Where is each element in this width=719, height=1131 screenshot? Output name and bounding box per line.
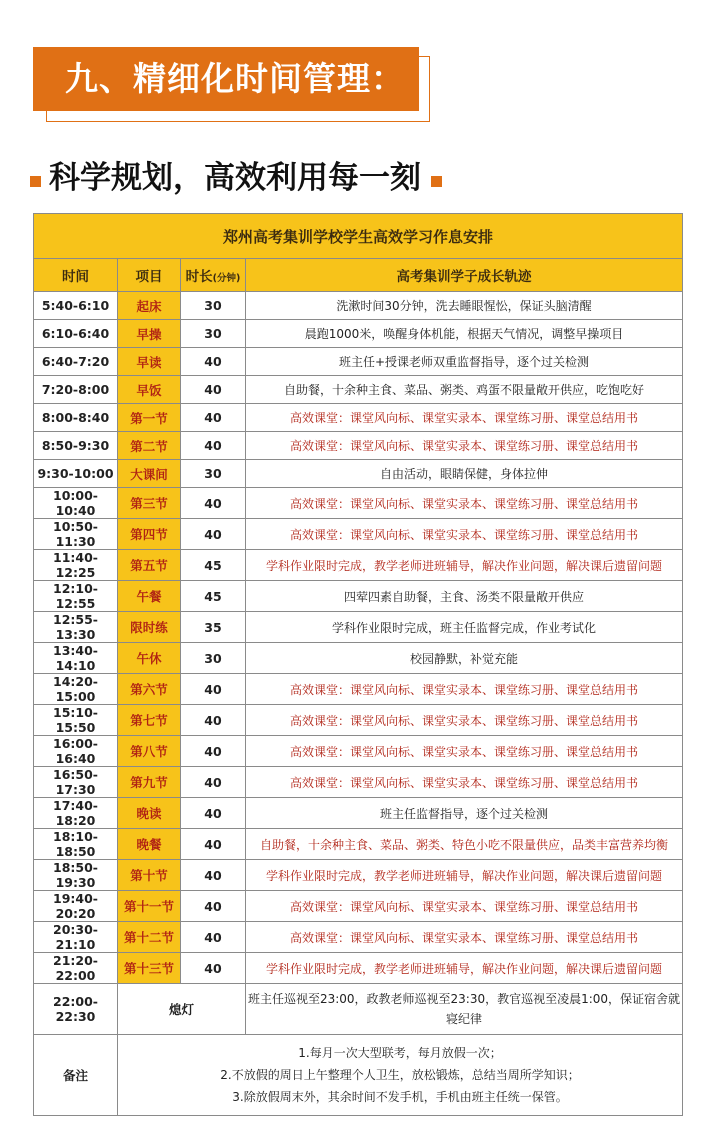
table-row bbox=[34, 798, 683, 829]
row-time: 6:40-7:20 bbox=[34, 348, 118, 376]
row-description: 高效课堂：课堂风向标、课堂实录本、课堂练习册、课堂总结用书 bbox=[246, 736, 683, 767]
table-row bbox=[34, 550, 683, 581]
note-line: 1.每月一次大型联考，每月放假一次； bbox=[298, 1046, 502, 1060]
row-item: 第十三节 bbox=[118, 953, 181, 984]
row-duration: 40 bbox=[181, 404, 246, 432]
row-description: 班主任巡视至23:00，政教老师巡视至23:30，教官巡视至凌晨1:00，保证宿舍就寝纪律 bbox=[246, 984, 683, 1035]
table-row-lights-out bbox=[34, 984, 683, 1035]
row-description: 班主任监督指导，逐个过关检测 bbox=[246, 798, 683, 829]
note-line: 2.不放假的周日上午整理个人卫生，放松锻炼，总结当周所学知识； bbox=[220, 1068, 580, 1082]
header-duration bbox=[181, 259, 246, 292]
row-description: 高效课堂：课堂风向标、课堂实录本、课堂练习册、课堂总结用书 bbox=[246, 922, 683, 953]
row-duration: 40 bbox=[181, 798, 246, 829]
row-item: 限时练 bbox=[118, 612, 181, 643]
table-header-row bbox=[34, 259, 683, 292]
row-time: 22:00-22:30 bbox=[34, 984, 118, 1035]
row-item: 第七节 bbox=[118, 705, 181, 736]
row-item: 第十节 bbox=[118, 860, 181, 891]
row-description: 高效课堂：课堂风向标、课堂实录本、课堂练习册、课堂总结用书 bbox=[246, 891, 683, 922]
row-description: 学科作业限时完成，班主任监督完成，作业考试化 bbox=[246, 612, 683, 643]
table-row bbox=[34, 376, 683, 404]
subtitle bbox=[30, 148, 442, 200]
square-bullet-icon bbox=[30, 176, 41, 187]
row-duration: 30 bbox=[181, 292, 246, 320]
header-duration-label: 时长 bbox=[185, 269, 213, 285]
row-duration: 30 bbox=[181, 460, 246, 488]
row-time: 10:50-11:30 bbox=[34, 519, 118, 550]
row-item: 第九节 bbox=[118, 767, 181, 798]
row-duration: 40 bbox=[181, 860, 246, 891]
row-time: 12:55-13:30 bbox=[34, 612, 118, 643]
row-item: 第八节 bbox=[118, 736, 181, 767]
row-description: 洗漱时间30分钟，洗去睡眼惺忪，保证头脑清醒 bbox=[246, 292, 683, 320]
row-time: 8:50-9:30 bbox=[34, 432, 118, 460]
row-duration: 40 bbox=[181, 767, 246, 798]
row-duration: 40 bbox=[181, 674, 246, 705]
table-row bbox=[34, 736, 683, 767]
row-time: 5:40-6:10 bbox=[34, 292, 118, 320]
row-duration: 40 bbox=[181, 432, 246, 460]
section-banner: 九、精细化时间管理： bbox=[33, 47, 419, 111]
notes-content bbox=[118, 1035, 683, 1116]
row-duration: 40 bbox=[181, 953, 246, 984]
row-description: 校园静默，补觉充能 bbox=[246, 643, 683, 674]
header-item: 项目 bbox=[118, 259, 181, 292]
row-duration: 40 bbox=[181, 376, 246, 404]
table-row bbox=[34, 292, 683, 320]
table-row bbox=[34, 953, 683, 984]
table-row bbox=[34, 829, 683, 860]
row-duration: 40 bbox=[181, 736, 246, 767]
row-description: 自由活动，眼睛保健，身体拉伸 bbox=[246, 460, 683, 488]
row-item: 第五节 bbox=[118, 550, 181, 581]
row-time: 8:00-8:40 bbox=[34, 404, 118, 432]
table-row bbox=[34, 519, 683, 550]
row-duration: 45 bbox=[181, 550, 246, 581]
row-item: 第十二节 bbox=[118, 922, 181, 953]
row-description: 班主任+授课老师双重监督指导，逐个过关检测 bbox=[246, 348, 683, 376]
row-item: 早饭 bbox=[118, 376, 181, 404]
table-row bbox=[34, 643, 683, 674]
table-row bbox=[34, 348, 683, 376]
row-item: 早操 bbox=[118, 320, 181, 348]
row-item: 晚读 bbox=[118, 798, 181, 829]
row-time: 9:30-10:00 bbox=[34, 460, 118, 488]
row-duration: 40 bbox=[181, 922, 246, 953]
note-line: 3.除放假周末外，其余时间不发手机，手机由班主任统一保管。 bbox=[232, 1090, 568, 1104]
square-bullet-icon bbox=[431, 176, 442, 187]
row-time: 16:50-17:30 bbox=[34, 767, 118, 798]
row-item: 熄灯 bbox=[118, 984, 246, 1035]
table-row bbox=[34, 404, 683, 432]
row-time: 20:30-21:10 bbox=[34, 922, 118, 953]
row-description: 晨跑1000米，唤醒身体机能，根据天气情况，调整早操项目 bbox=[246, 320, 683, 348]
row-time: 14:20-15:00 bbox=[34, 674, 118, 705]
row-description: 学科作业限时完成，教学老师进班辅导，解决作业问题，解决课后遗留问题 bbox=[246, 550, 683, 581]
header-duration-unit: (分钟) bbox=[212, 273, 241, 284]
row-duration: 40 bbox=[181, 829, 246, 860]
row-item: 第四节 bbox=[118, 519, 181, 550]
row-duration: 40 bbox=[181, 891, 246, 922]
row-duration: 35 bbox=[181, 612, 246, 643]
row-time: 21:20-22:00 bbox=[34, 953, 118, 984]
notes-label: 备注 bbox=[34, 1035, 118, 1116]
table-row bbox=[34, 612, 683, 643]
table-row bbox=[34, 488, 683, 519]
row-description: 学科作业限时完成，教学老师进班辅导，解决作业问题，解决课后遗留问题 bbox=[246, 860, 683, 891]
row-time: 7:20-8:00 bbox=[34, 376, 118, 404]
row-description: 高效课堂：课堂风向标、课堂实录本、课堂练习册、课堂总结用书 bbox=[246, 488, 683, 519]
row-item: 晚餐 bbox=[118, 829, 181, 860]
row-item: 第三节 bbox=[118, 488, 181, 519]
row-time: 12:10-12:55 bbox=[34, 581, 118, 612]
header-track: 高考集训学子成长轨迹 bbox=[246, 259, 683, 292]
row-description: 四荤四素自助餐，主食、汤类不限量敞开供应 bbox=[246, 581, 683, 612]
row-duration: 30 bbox=[181, 643, 246, 674]
row-item: 早读 bbox=[118, 348, 181, 376]
row-item: 起床 bbox=[118, 292, 181, 320]
row-duration: 45 bbox=[181, 581, 246, 612]
row-time: 10:00-10:40 bbox=[34, 488, 118, 519]
row-description: 自助餐，十余种主食、菜品、粥类、鸡蛋不限量敞开供应，吃饱吃好 bbox=[246, 376, 683, 404]
row-item: 午休 bbox=[118, 643, 181, 674]
row-duration: 40 bbox=[181, 519, 246, 550]
row-duration: 40 bbox=[181, 488, 246, 519]
row-description: 高效课堂：课堂风向标、课堂实录本、课堂练习册、课堂总结用书 bbox=[246, 674, 683, 705]
row-time: 18:50-19:30 bbox=[34, 860, 118, 891]
row-description: 高效课堂：课堂风向标、课堂实录本、课堂练习册、课堂总结用书 bbox=[246, 705, 683, 736]
row-duration: 40 bbox=[181, 705, 246, 736]
row-description: 学科作业限时完成，教学老师进班辅导，解决作业问题，解决课后遗留问题 bbox=[246, 953, 683, 984]
row-item: 第二节 bbox=[118, 432, 181, 460]
row-description: 高效课堂：课堂风向标、课堂实录本、课堂练习册、课堂总结用书 bbox=[246, 767, 683, 798]
table-row bbox=[34, 581, 683, 612]
row-description: 自助餐，十余种主食、菜品、粥类、特色小吃不限量供应，品类丰富营养均衡 bbox=[246, 829, 683, 860]
row-time: 13:40-14:10 bbox=[34, 643, 118, 674]
table-row bbox=[34, 460, 683, 488]
table-row bbox=[34, 705, 683, 736]
row-time: 18:10-18:50 bbox=[34, 829, 118, 860]
row-time: 17:40-18:20 bbox=[34, 798, 118, 829]
row-item: 午餐 bbox=[118, 581, 181, 612]
table-row bbox=[34, 922, 683, 953]
schedule-table bbox=[33, 213, 683, 1116]
row-duration: 30 bbox=[181, 320, 246, 348]
row-time: 15:10-15:50 bbox=[34, 705, 118, 736]
row-description: 高效课堂：课堂风向标、课堂实录本、课堂练习册、课堂总结用书 bbox=[246, 519, 683, 550]
header-time: 时间 bbox=[34, 259, 118, 292]
table-row bbox=[34, 432, 683, 460]
row-time: 6:10-6:40 bbox=[34, 320, 118, 348]
table-title: 郑州高考集训学校学生高效学习作息安排 bbox=[34, 214, 683, 259]
table-row bbox=[34, 891, 683, 922]
row-item: 大课间 bbox=[118, 460, 181, 488]
row-item: 第六节 bbox=[118, 674, 181, 705]
row-time: 19:40-20:20 bbox=[34, 891, 118, 922]
row-time: 16:00-16:40 bbox=[34, 736, 118, 767]
row-description: 高效课堂：课堂风向标、课堂实录本、课堂练习册、课堂总结用书 bbox=[246, 432, 683, 460]
table-row-notes bbox=[34, 1035, 683, 1116]
row-item: 第一节 bbox=[118, 404, 181, 432]
table-row bbox=[34, 860, 683, 891]
row-duration: 40 bbox=[181, 348, 246, 376]
table-row bbox=[34, 674, 683, 705]
table-row bbox=[34, 320, 683, 348]
subtitle-text: 科学规划，高效利用每一刻 bbox=[49, 159, 421, 196]
row-item: 第十一节 bbox=[118, 891, 181, 922]
row-description: 高效课堂：课堂风向标、课堂实录本、课堂练习册、课堂总结用书 bbox=[246, 404, 683, 432]
row-time: 11:40-12:25 bbox=[34, 550, 118, 581]
table-row bbox=[34, 767, 683, 798]
